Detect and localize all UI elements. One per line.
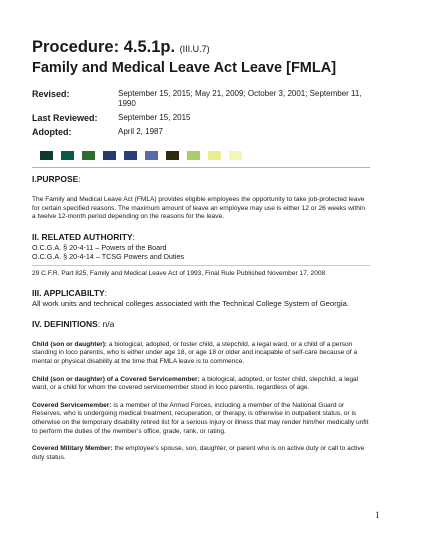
authority-heading: II. RELATED AUTHORITY: — [32, 231, 135, 242]
definition-item — [32, 445, 370, 462]
authority-line-2: O.C.G.A. § 20-4-14 – TCSG Powers and Duties — [32, 251, 185, 261]
authority-section — [32, 232, 370, 279]
color-swatch — [82, 151, 95, 160]
applicability-heading: III. APPLICABILTY: — [32, 288, 108, 299]
authority-line-1: O.C.G.A. § 20-4-11 – Powers of the Board — [32, 242, 167, 252]
color-swatch — [166, 151, 179, 160]
procedure-code: (III.U.7) — [179, 44, 210, 54]
purpose-heading-text: I.PURPOSE — [32, 174, 79, 184]
applicability-heading-text: III. APPLICABILTY — [32, 288, 105, 299]
adopted-value: April 2, 1987 — [118, 127, 163, 136]
color-swatch-row — [40, 151, 370, 160]
color-swatch — [145, 151, 158, 160]
authority-cfr: 29 C.F.R. Part 825, Family and Medical Leave Act of 1993, Final Rule Published November 17, 2008 — [32, 269, 326, 277]
page-number: 1 — [375, 510, 380, 520]
revised-label: Revised: — [32, 89, 70, 99]
definition-term: Child (son or daughter): — [32, 340, 108, 348]
color-swatch — [124, 151, 137, 160]
definition-item — [32, 402, 370, 436]
color-swatch — [103, 151, 116, 160]
definition-text: a biological, adopted, or foster child, stepchild, a legal ward, or a child for whom the covered servicemember stood in loco parentis, regardless of age. — [32, 375, 359, 392]
color-swatch — [208, 151, 221, 160]
definition-term: Child (son or daughter) of a Covered Servicemember: — [32, 375, 200, 383]
adopted-label: Adopted: — [32, 127, 72, 137]
applicability-text: All work units and technical colleges associated with the Technical College System of Georgia. — [32, 299, 349, 309]
definition-term: Covered Servicemember: — [32, 401, 112, 409]
color-swatch — [187, 151, 200, 160]
definition-text: is a member of the Armed Forces, including a member of the National Guard or Reserves, who is undergoing medical treatment, recuperation, or therapy, is otherwise in outpatient status, or is otherwise on the temporary disability retired list for a serious injury or illness that may render him/her medically unfit to perform the duties of the member’s office, grade, rank, or rating. — [32, 401, 369, 435]
authority-heading-text: II. RELATED AUTHORITY — [32, 231, 133, 242]
procedure-number: Procedure: 4.5.1p. — [32, 38, 176, 56]
definitions-list — [32, 341, 370, 463]
divider — [32, 167, 370, 168]
definition-text: the employee’s spouse, son, daughter, or parent who is on active duty or call to active duty status. — [32, 445, 365, 461]
definitions-heading-suffix: : n/a — [97, 318, 115, 329]
definitions-heading-text: IV. DEFINITIONS — [32, 318, 98, 329]
purpose-section — [32, 174, 370, 222]
procedure-title — [32, 38, 370, 59]
revision-meta — [32, 89, 370, 137]
applicability-section — [32, 288, 370, 308]
purpose-heading: I.PURPOSE: — [32, 174, 81, 184]
color-swatch — [229, 151, 242, 160]
definition-text: a biological, adopted, or foster child, a stepchild, a legal ward, or a child of a person standing in loco parentis, who is either under age 18, or age 18 or older and incapable of self-care because of a mental or physical disability at the time that FMLA leave is to commence. — [32, 340, 358, 365]
reviewed-value: September 15, 2015 — [118, 113, 191, 122]
reviewed-label: Last Reviewed: — [32, 113, 98, 123]
authority-divider — [32, 265, 370, 266]
definition-term: Covered Military Member: — [32, 445, 113, 453]
revised-value: September 15, 2015; May 21, 2009; October 3, 2001; September 11, 1990 — [118, 89, 362, 108]
procedure-subtitle: Family and Medical Leave Act Leave [FMLA] — [32, 60, 337, 76]
color-swatch — [61, 151, 74, 160]
purpose-text: The Family and Medical Leave Act (FMLA) provides eligible employees the opportunity to take job-protected leave for certain specified reasons. The maximum amount of leave an employee may use is either 12 or 26 weeks within a twelve 12-month period depending on the reasons for the leave. — [32, 196, 366, 221]
definition-item — [32, 341, 370, 367]
color-swatch — [40, 151, 53, 160]
definitions-heading — [32, 319, 370, 329]
definition-item — [32, 376, 370, 393]
